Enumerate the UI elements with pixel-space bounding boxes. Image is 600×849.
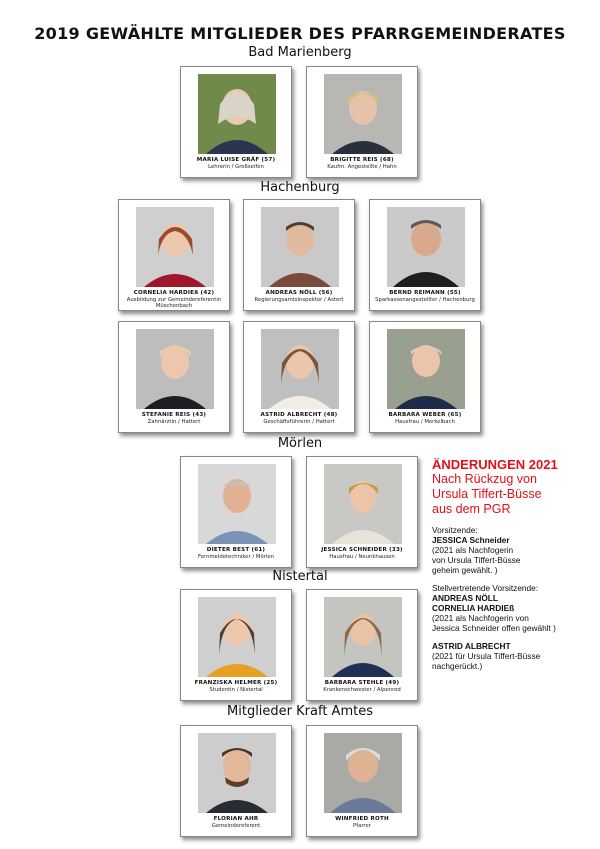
section-heading-hachenburg: Hachenburg bbox=[260, 180, 340, 195]
member-name: BERND REIMANN (55) bbox=[389, 290, 461, 296]
member-role: Lehrerin / Großseifen bbox=[208, 164, 264, 170]
changes-heading: ÄNDERUNGEN 2021 bbox=[432, 457, 558, 472]
member-name: JESSICA SCHNEIDER (33) bbox=[321, 547, 403, 553]
member-name: BARBARA WEBER (65) bbox=[388, 412, 462, 418]
member-photo bbox=[198, 597, 276, 677]
member-card bbox=[306, 589, 418, 701]
member-name: WINFRIED ROTH bbox=[335, 816, 389, 822]
deputy-label: Stellvertretende Vorsitzende: bbox=[432, 583, 539, 593]
member-card bbox=[369, 321, 481, 433]
changes-line: Ursula Tiffert-Büsse bbox=[432, 487, 542, 501]
deputy-name: CORNELIA HARDIEß bbox=[432, 603, 515, 613]
member-photo bbox=[324, 464, 402, 544]
section-heading-moerlen: Mörlen bbox=[277, 436, 323, 451]
member-role: Ausbildung zur Gemeindereferentin Müschenbach bbox=[126, 297, 222, 310]
member-card bbox=[369, 199, 481, 311]
changes-2021-panel bbox=[432, 457, 597, 671]
member-photo bbox=[324, 733, 402, 813]
member-photo bbox=[198, 74, 276, 154]
member-photo bbox=[261, 207, 339, 287]
chair-label: Vorsitzende: bbox=[432, 525, 478, 535]
member-photo bbox=[387, 329, 465, 409]
section-heading-kraft-amtes: Mitglieder Kraft Amtes bbox=[227, 704, 373, 719]
member-role: Regierungsamtsinspektor / Astert bbox=[254, 297, 344, 303]
member-role: Studentin / Nistertal bbox=[209, 687, 263, 693]
member-name: BRIGITTE REIS (68) bbox=[330, 157, 394, 163]
member-photo bbox=[136, 207, 214, 287]
member-card bbox=[180, 66, 292, 178]
member-photo bbox=[198, 464, 276, 544]
member-photo bbox=[261, 329, 339, 409]
chair-note: (2021 als Nachfogerin bbox=[432, 545, 514, 555]
chair-note: geheim gewählt. ) bbox=[432, 565, 498, 575]
deputy-name: ANDREAS NÖLL bbox=[432, 593, 498, 603]
member-role: Geschäftsführerin / Hattert bbox=[263, 419, 335, 425]
member-photo bbox=[324, 74, 402, 154]
member-card bbox=[306, 456, 418, 568]
member-role: Zahnärztin / Hattert bbox=[147, 419, 201, 425]
member-role: Kaufm. Angestellte / Hahn bbox=[327, 164, 397, 170]
deputy-note: Jessica Schneider offen gewählt ) bbox=[432, 623, 556, 633]
member-name: ASTRID ALBRECHT (48) bbox=[260, 412, 338, 418]
astrid-name: ASTRID ALBRECHT bbox=[432, 641, 511, 651]
member-name: CORNELIA HARDIEß (42) bbox=[133, 290, 215, 296]
member-card bbox=[180, 589, 292, 701]
member-photo bbox=[387, 207, 465, 287]
member-card bbox=[243, 199, 355, 311]
changes-line: aus dem PGR bbox=[432, 502, 511, 516]
member-card bbox=[118, 321, 230, 433]
member-card bbox=[118, 199, 230, 311]
member-name: MARIA LUISE GRÄF (57) bbox=[196, 157, 276, 163]
member-photo bbox=[198, 733, 276, 813]
member-role: Hausfrau / Neunkhausen bbox=[329, 554, 395, 560]
section-heading-nistertal: Nistertal bbox=[272, 569, 328, 584]
astrid-note: (2021 für Ursula Tiffert-Büsse bbox=[432, 651, 541, 661]
member-card bbox=[306, 66, 418, 178]
member-name: FRANZISKA HELMER (25) bbox=[194, 680, 278, 686]
member-photo bbox=[324, 597, 402, 677]
deputy-note: (2021 als Nachfogerin von bbox=[432, 613, 529, 623]
member-role: Krankenschwester / Alpenrod bbox=[323, 687, 401, 693]
changes-line: Nach Rückzug von bbox=[432, 472, 537, 486]
member-role: Fernmeldetechniker / Mörlen bbox=[198, 554, 274, 560]
page-title: 2019 GEWÄHLTE MITGLIEDER DES PFARRGEMEINDERATES bbox=[34, 24, 566, 43]
astrid-note: nachgerückt.) bbox=[432, 661, 483, 671]
member-card bbox=[180, 456, 292, 568]
member-photo bbox=[136, 329, 214, 409]
member-name: STEFANIE REIS (43) bbox=[141, 412, 207, 418]
member-name: FLORIAN AHR bbox=[213, 816, 259, 822]
member-name: DIETER BEST (61) bbox=[206, 547, 266, 553]
member-role: Hausfrau / Merkelbach bbox=[395, 419, 455, 425]
member-card bbox=[180, 725, 292, 837]
chair-note: von Ursula Tiffert-Büsse bbox=[432, 555, 521, 565]
member-card bbox=[306, 725, 418, 837]
chair-name: JESSICA Schneider bbox=[432, 535, 510, 545]
member-name: ANDREAS NÖLL (56) bbox=[265, 290, 333, 296]
member-card bbox=[243, 321, 355, 433]
member-role: Gemeindereferent bbox=[211, 823, 261, 829]
member-name: BARBARA STEHLE (49) bbox=[324, 680, 400, 686]
section-heading-bad-marienberg: Bad Marienberg bbox=[248, 45, 352, 60]
member-role: Sparkassenangestellter / Hachenburg bbox=[375, 297, 475, 303]
member-role: Pfarrer bbox=[353, 823, 371, 829]
